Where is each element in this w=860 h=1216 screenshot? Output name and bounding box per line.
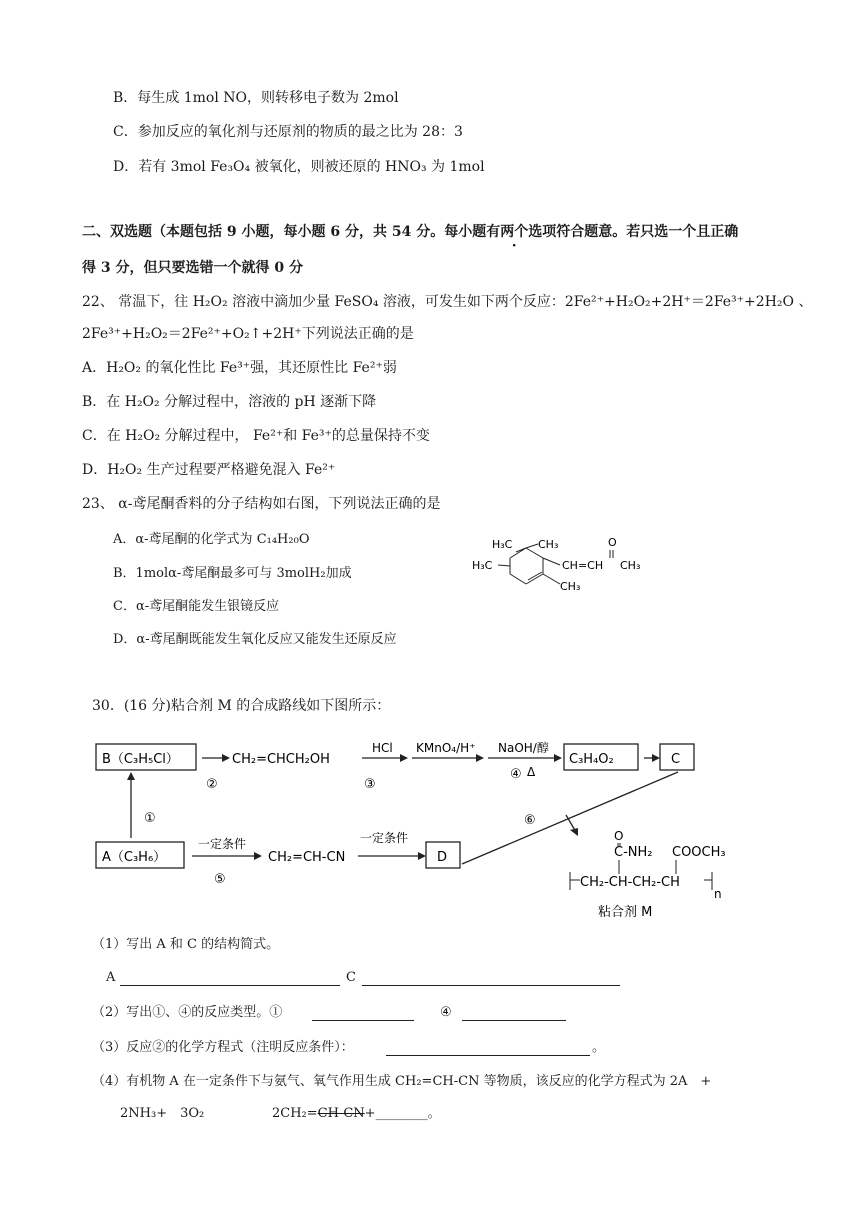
answer-blank-a[interactable] <box>120 971 340 986</box>
section-heading <box>82 222 738 242</box>
product-label: 粘合剂 M <box>598 905 653 920</box>
q30-sub4-products <box>272 1104 441 1124</box>
product-fragment-3: +________。 <box>364 1106 441 1121</box>
q30-sub3-end: 。 <box>592 1040 606 1055</box>
polymer-carbonyl-o: O <box>614 829 624 843</box>
polymer-amide: C-NH₂ <box>614 845 653 860</box>
answer-blank-c[interactable] <box>362 971 620 986</box>
step-6: ⑥ <box>524 813 536 828</box>
alpha-irone-structure <box>468 528 708 600</box>
q21-option-d: D．若有 3mol Fe₃O₄ 被氧化，则被还原的 HNO₃ 为 1mol <box>113 159 485 175</box>
reagent-hcl: HCl <box>372 741 393 755</box>
q23-stem: 23、 α-鸢尾酮香料的分子结构如右图，下列说法正确的是 <box>82 496 441 512</box>
q23-option-a: A．α-鸢尾酮的化学式为 C₁₄H₂₀O <box>113 532 310 547</box>
emphasis-two: 两个 <box>500 224 529 240</box>
polymer-ester: COOCH₃ <box>672 845 726 860</box>
step-2: ② <box>206 777 218 792</box>
q23-option-c: C．α-鸢尾酮能发生银镜反应 <box>113 599 280 614</box>
polymer-m <box>570 829 726 920</box>
q22-option-b: B．在 H₂O₂ 分解过程中，溶液的 pH 逐渐下降 <box>82 394 377 410</box>
product-fragment-1: 2CH₂= <box>272 1106 318 1121</box>
section-heading-part2: 选项符合题意。若只选一个且正确 <box>528 224 739 240</box>
answer-blank-1[interactable] <box>312 1006 414 1021</box>
polymer-n: n <box>714 887 722 901</box>
struct-carbonyl-o: O <box>608 536 617 549</box>
reagent-kmno4: KMnO₄/H⁺ <box>416 741 476 755</box>
label-box-c: C <box>671 752 681 767</box>
section-heading-part1: 二、双选题（本题包括 9 小题，每小题 6 分，共 54 分。每小题有 <box>82 224 501 240</box>
cond-2: 一定条件 <box>360 831 409 845</box>
q23-option-b: B．1molα-鸢尾酮最多可与 3molH₂加成 <box>113 566 352 581</box>
label-acrylonitrile: CH₂=CH-CN <box>268 850 346 865</box>
reagent-delta: Δ <box>527 765 536 779</box>
section-heading-line2: 得 3 分，但只要选错一个就得 0 分 <box>82 260 303 276</box>
struct-h3c-left: H₃C <box>472 559 493 572</box>
step-4: ④ <box>510 767 522 782</box>
q30-sub2: （2）写出①、④的反应类型。① <box>92 1005 283 1020</box>
label-box-d: D <box>437 850 448 865</box>
struct-ch3-bottom: CH₃ <box>560 580 581 593</box>
q21-option-c: C．参加反应的氧化剂与还原剂的物质的最之比为 28：3 <box>113 124 463 140</box>
q22-option-c: C．在 H₂O₂ 分解过程中， Fe²⁺和 Fe³⁺的总量保持不变 <box>82 428 430 444</box>
step-5: ⑤ <box>214 872 226 887</box>
struct-chain: CH=CH <box>562 559 604 572</box>
polymer-chain: CH₂-CH-CH₂-CH <box>580 875 680 890</box>
q23-option-d: D．α-鸢尾酮既能发生氧化反应又能发生还原反应 <box>113 632 397 647</box>
reagent-naoh: NaOH/醇 <box>498 741 549 755</box>
q22-stem-line1: 22、 常温下，往 H₂O₂ 溶液中滴加少量 FeSO₄ 溶液，可发生如下两个反应：2Fe²⁺+H₂O₂+2H⁺＝2Fe³⁺+2H₂O 、 <box>82 294 813 310</box>
label-box-b: B（C₃H₅Cl） <box>102 752 179 767</box>
q21-option-b: B．每生成 1mol NO，则转移电子数为 2mol <box>113 90 399 106</box>
q30-sub2-b: ④ <box>440 1005 452 1020</box>
synthesis-scheme <box>86 730 786 925</box>
q22-option-a: A．H₂O₂ 的氧化性比 Fe³⁺强，其还原性比 Fe²⁺弱 <box>82 360 397 376</box>
struct-chain-end: CH₃ <box>620 559 641 572</box>
q22-stem-line2: 2Fe³⁺+H₂O₂＝2Fe²⁺+O₂↑+2H⁺下列说法正确的是 <box>82 326 414 342</box>
answer-blank-4[interactable] <box>462 1006 566 1021</box>
step-3: ③ <box>364 777 376 792</box>
q22-option-d: D．H₂O₂ 生产过程要严格避免混入 Fe²⁺ <box>82 462 336 478</box>
label-box-a: A（C₃H₆） <box>102 850 167 865</box>
answer-blank-eq2[interactable] <box>386 1041 590 1056</box>
q30-sub4-reactants: 2NH₃+ 3O₂ <box>120 1106 205 1121</box>
q30-sub1: （1）写出 A 和 C 的结构简式。 <box>92 937 280 952</box>
step-1: ① <box>144 811 156 826</box>
label-allyl-alcohol: CH₂=CHCH₂OH <box>232 752 330 767</box>
q30-stem: 30．(16 分)粘合剂 M 的合成路线如下图所示： <box>92 698 391 714</box>
q30-sub1-c-label: C <box>346 970 356 985</box>
q30-sub3: （3）反应②的化学方程式（注明反应条件）： <box>92 1040 354 1055</box>
cond-1: 一定条件 <box>198 837 247 851</box>
q30-sub4-line1: （4）有机物 A 在一定条件下与氨气、氧气作用生成 CH₂=CH-CN 等物质，该反应的化学方程式为 2A + <box>92 1074 712 1089</box>
struct-h3c-top: H₃C <box>492 538 513 551</box>
struct-ch3-top: CH₃ <box>538 538 559 551</box>
label-c3h4o2: C₃H₄O₂ <box>569 752 614 767</box>
product-fragment-2: CH-CN <box>317 1106 365 1121</box>
q30-sub1-a-label: A <box>106 970 116 985</box>
